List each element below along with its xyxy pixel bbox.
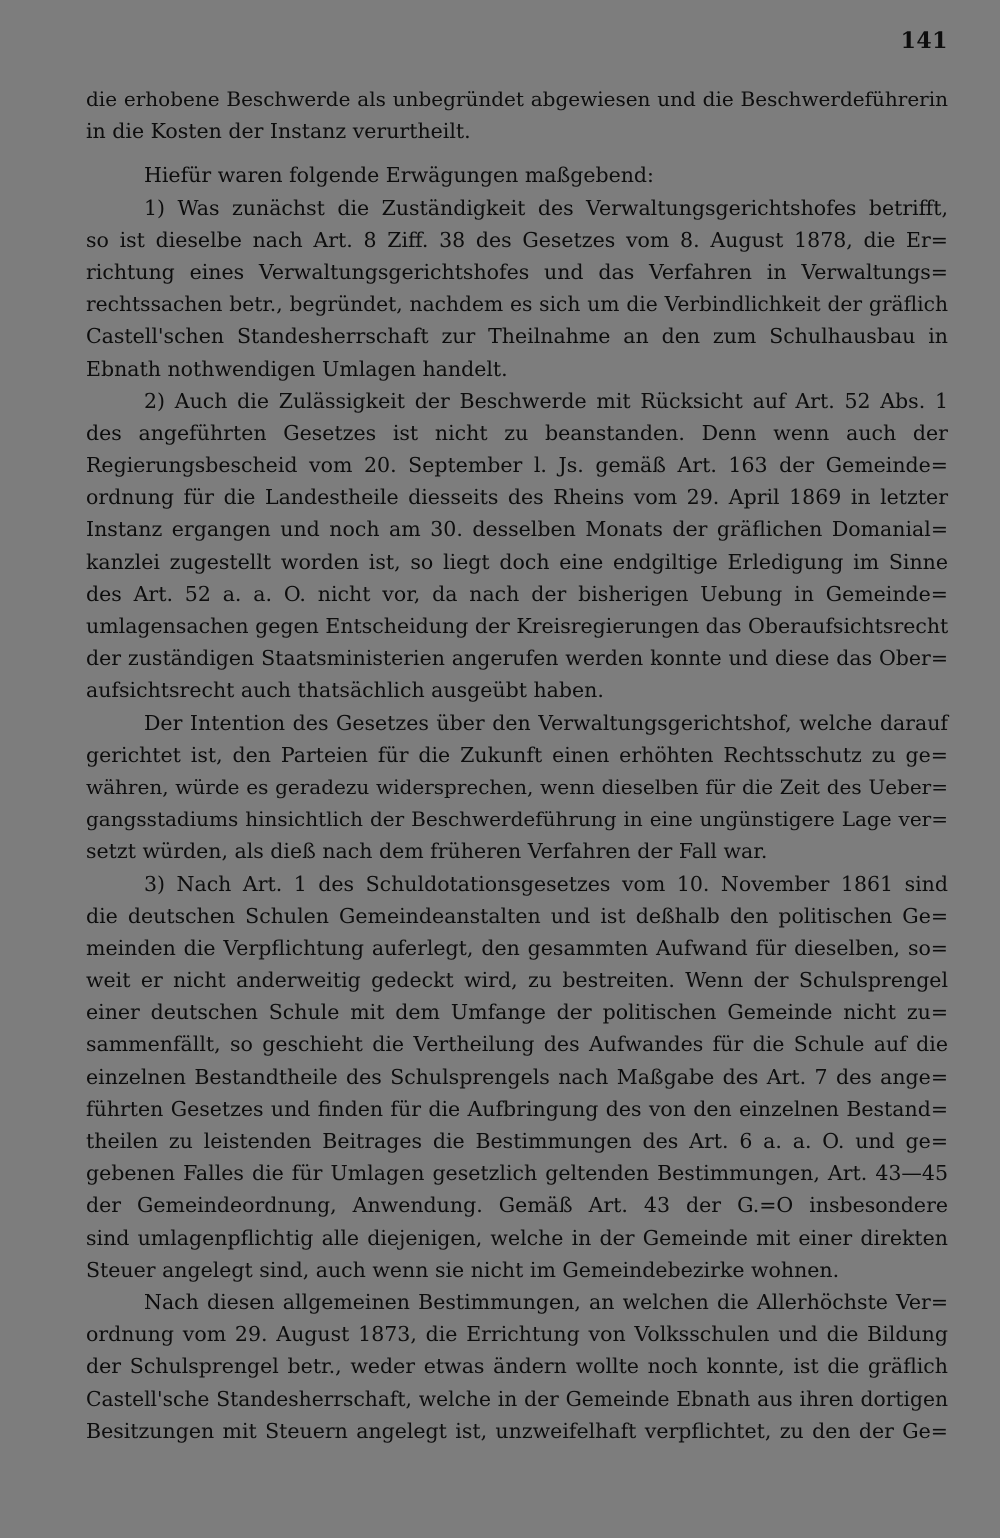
text-line: Castell'schen Standesherrschaft zur Theilnahme an den zum Schulhausbau in <box>86 324 948 349</box>
page-number: 141 <box>900 28 948 54</box>
text-line: meinden die Verpflichtung auferlegt, den gesammten Aufwand für dieselben, so= <box>86 935 948 960</box>
text-line: weit er nicht anderweitig gedeckt wird, zu bestreiten. Wenn der Schulsprengel <box>86 968 948 993</box>
text-line: die deutschen Schulen Gemeindeanstalten und ist deßhalb den politischen Ge= <box>86 903 948 928</box>
paragraph <box>86 159 948 191</box>
text-line: einer deutschen Schule mit dem Umfange der politischen Gemeinde nicht zu= <box>86 1000 948 1025</box>
text-line: währen, würde es geradezu widersprechen, wenn dieselben für die Zeit des Ueber= <box>86 774 948 799</box>
text-line: einzelnen Bestandtheile des Schulsprengels nach Maßgabe des Art. 7 des ange= <box>86 1064 948 1089</box>
text-line: Regierungsbescheid vom 20. September l. Js. gemäß Art. 163 der Gemeinde= <box>86 453 948 478</box>
text-line: der Gemeindeordnung, Anwendung. Gemäß Art. 43 der G.=O insbesondere <box>86 1193 948 1218</box>
text-line: die erhobene Beschwerde als unbegründet abgewiesen und die Beschwerdeführerin <box>86 87 948 111</box>
body-text <box>86 83 948 1447</box>
text-line: des angeführten Gesetzes ist nicht zu beanstanden. Denn wenn auch der <box>86 420 948 445</box>
text-line: der Schulsprengel betr., weder etwas ändern wollte noch konnte, ist die gräflich <box>86 1354 948 1379</box>
text-line: ordnung für die Landestheile diesseits des Rheins vom 29. April 1869 in letzter <box>86 485 948 510</box>
text-line: 3) Nach Art. 1 des Schuldotationsgesetzes vom 10. November 1861 sind <box>144 871 948 896</box>
paragraph <box>86 385 948 707</box>
text-line: Nach diesen allgemeinen Bestimmungen, an welchen die Allerhöchste Ver= <box>144 1289 948 1314</box>
text-line: richtung eines Verwaltungsgerichtshofes und das Verfahren in Verwaltungs= <box>86 259 948 284</box>
text-line: Hiefür waren folgende Erwägungen maßgebend: <box>144 163 654 188</box>
text-line: der zuständigen Staatsministerien angerufen werden konnte und diese das Ober= <box>86 646 948 671</box>
text-line: gebenen Falles die für Umlagen gesetzlich geltenden Bestimmungen, Art. 43—45 <box>86 1161 948 1186</box>
text-line: Besitzungen mit Steuern angelegt ist, unzweifelhaft verpflichtet, zu den der Ge= <box>86 1418 948 1443</box>
paragraph <box>86 83 948 147</box>
text-line: ordnung vom 29. August 1873, die Errichtung von Volksschulen und die Bildung <box>86 1322 948 1347</box>
text-line: in die Kosten der Instanz verurtheilt. <box>86 119 471 144</box>
text-line: Instanz ergangen und noch am 30. desselben Monats der gräflichen Domanial= <box>86 517 948 542</box>
paragraph <box>86 192 948 385</box>
text-line: Castell'sche Standesherrschaft, welche in der Gemeinde Ebnath aus ihren dortigen <box>86 1386 948 1411</box>
text-line: rechtssachen betr., begründet, nachdem es sich um die Verbindlichkeit der gräflich <box>86 292 948 317</box>
text-line: setzt würden, als dieß nach dem früheren Verfahren der Fall war. <box>86 839 768 864</box>
paragraph <box>86 868 948 1286</box>
text-line: theilen zu leistenden Beitrages die Bestimmungen des Art. 6 a. a. O. und ge= <box>86 1129 948 1153</box>
paragraph <box>86 1286 948 1447</box>
text-line: gerichtet ist, den Parteien für die Zukunft einen erhöhten Rechtsschutz zu ge= <box>86 742 948 767</box>
text-line: Der Intention des Gesetzes über den Verwaltungsgerichtshof, welche darauf <box>144 710 948 735</box>
text-line: Steuer angelegt sind, auch wenn sie nicht im Gemeindebezirke wohnen. <box>86 1257 840 1282</box>
text-line: aufsichtsrecht auch thatsächlich ausgeübt haben. <box>86 678 604 703</box>
text-line: sammenfällt, so geschieht die Vertheilung des Aufwandes für die Schule auf die <box>86 1032 948 1057</box>
text-line: so ist dieselbe nach Art. 8 Ziff. 38 des Gesetzes vom 8. August 1878, die Er= <box>86 227 948 252</box>
text-line: führten Gesetzes und finden für die Aufbringung des von den einzelnen Bestand= <box>86 1096 948 1121</box>
text-line: Ebnath nothwendigen Umlagen handelt. <box>86 356 508 381</box>
text-line: 2) Auch die Zulässigkeit der Beschwerde mit Rücksicht auf Art. 52 Abs. 1 <box>144 388 948 413</box>
paragraph <box>86 707 948 868</box>
text-line: 1) Was zunächst die Zuständigkeit des Verwaltungsgerichtshofes betrifft, <box>144 195 948 220</box>
text-line: des Art. 52 a. a. O. nicht vor, da nach der bisherigen Uebung in Gemeinde= <box>86 581 948 606</box>
text-line: kanzlei zugestellt worden ist, so liegt doch eine endgiltige Erledigung im Sinne <box>86 549 948 574</box>
text-line: sind umlagenpflichtig alle diejenigen, welche in der Gemeinde mit einer direkten <box>86 1225 948 1250</box>
text-line: gangsstadiums hinsichtlich der Beschwerdeführung in eine ungünstigere Lage ver= <box>86 807 948 832</box>
text-line: umlagensachen gegen Entscheidung der Kreisregierungen das Oberaufsichtsrecht <box>86 614 949 638</box>
